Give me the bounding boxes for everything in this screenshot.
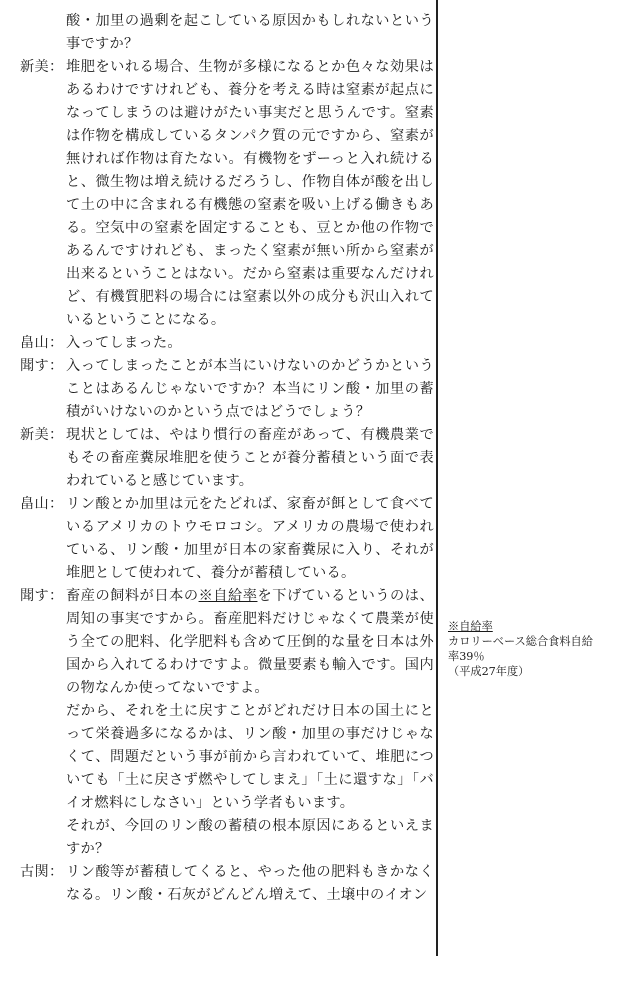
- side-note-body: [448, 634, 598, 679]
- speech-paragraph: [66, 585, 434, 700]
- speech-paragraph: 堆肥をいれる場合、生物が多様になるとか色々な効果はあるわけですけれども、養分を考える時は窒素が起点になってしまうのは避けがたい事実だと思うんです。窒素は作物を構成しているタンパク質の元ですから、窒素が無ければ作物は育たない。有機物をずーっと入れ続けると、微生物は増え続けるだろうし、作物自体が酸を出して土の中に含まれる有機態の窒素を吸い上げる働きもある。空気中の窒素を固定することも、豆とか他の作物であるんですけれども、まったく窒素が無い所から窒素が出来るということはない。だから窒素は重要なんだけれど、有機質肥料の場合には窒素以外の成分も沢山入れているということになる。: [66, 59, 434, 328]
- side-note-self-sufficiency: [448, 619, 598, 679]
- speaker-label: 古関：: [20, 864, 64, 880]
- speech-text: [66, 861, 434, 907]
- dialogue: [20, 10, 434, 907]
- side-note-line: （平成27年度）: [448, 665, 530, 678]
- dialogue-entry: [20, 56, 434, 332]
- speech-paragraph: 入ってしまった。: [66, 335, 182, 351]
- speech-paragraph: リン酸等が蓄積してくると、やった他の肥料もきかなくなる。リン酸・石灰がどんどん増えて、土壌中のイオン: [66, 864, 434, 903]
- speaker-label: 畠山：: [20, 335, 64, 351]
- speech-paragraph: それが、今回のリン酸の蓄積の根本原因にあるといえますか？: [66, 818, 434, 857]
- side-note-title: ※自給率: [448, 620, 493, 633]
- footnote-reference: ※自給率: [198, 588, 258, 604]
- dialogue-entry: [20, 424, 434, 493]
- speech-text: [66, 493, 434, 585]
- speech-fragment: 畜産の飼料が日本の: [66, 588, 199, 604]
- speech-text: [66, 332, 434, 355]
- speaker-label: 畠山：: [20, 496, 64, 512]
- speech-paragraph: リン酸とか加里は元をたどれば、家畜が餌として食べているアメリカのトウモロコシ。アメリカの農場で使われている、リン酸・加里が日本の家畜糞尿に入り、それが堆肥として使われて、養分が蓄積している。: [66, 496, 434, 581]
- speech-paragraph: 酸・加里の過剰を起こしている原因かもしれないという事ですか？: [66, 13, 434, 52]
- speaker-label: 新美：: [20, 59, 64, 75]
- speaker-label: 新美：: [20, 427, 64, 443]
- speech-text: [66, 10, 434, 56]
- speech-text: [66, 585, 434, 861]
- speech-paragraph: 入ってしまったことが本当にいけないのかどうかということはあるんじゃないですか？本当にリン酸・加里の蓄積がいけないのかという点ではどうでしょう？: [66, 358, 434, 420]
- speaker-label: 聞す：: [20, 588, 64, 604]
- speech-paragraph: だから、それを土に戻すことがどれだけ日本の国土にとって栄養過多になるかは、リン酸・加里の事だけじゃなくて、問題だという事が前から言われていて、堆肥についても「土に戻さず燃やしてしまえ」「土に還すな」「バイオ燃料にしなさい」という学者もいます。: [66, 703, 434, 811]
- speech-fragment: を下げているというのは、周知の事実ですから。畜産肥料だけじゃなくて農業が使う全ての肥料、化学肥料も含めて圧倒的な量を日本は外国から入れてるわけですよ。微量要素も輸入です。国内の物なんか使ってないですよ。: [66, 588, 434, 696]
- dialogue-entry: [20, 355, 434, 424]
- dialogue-entry: [20, 585, 434, 861]
- dialogue-entry: [20, 10, 434, 56]
- speech-text: [66, 424, 434, 493]
- dialogue-entry: [20, 332, 434, 355]
- speech-text: [66, 56, 434, 332]
- speech-paragraph: 現状としては、やはり慣行の畜産があって、有機農業でもその畜産糞尿堆肥を使うことが養分蓄積という面で表われていると感じています。: [66, 427, 434, 489]
- dialogue-entry: [20, 493, 434, 585]
- speaker-label: 聞す：: [20, 358, 64, 374]
- side-note-line: カロリーベース総合食料自給率39％: [448, 635, 593, 663]
- speech-text: [66, 355, 434, 424]
- dialogue-entry: [20, 861, 434, 907]
